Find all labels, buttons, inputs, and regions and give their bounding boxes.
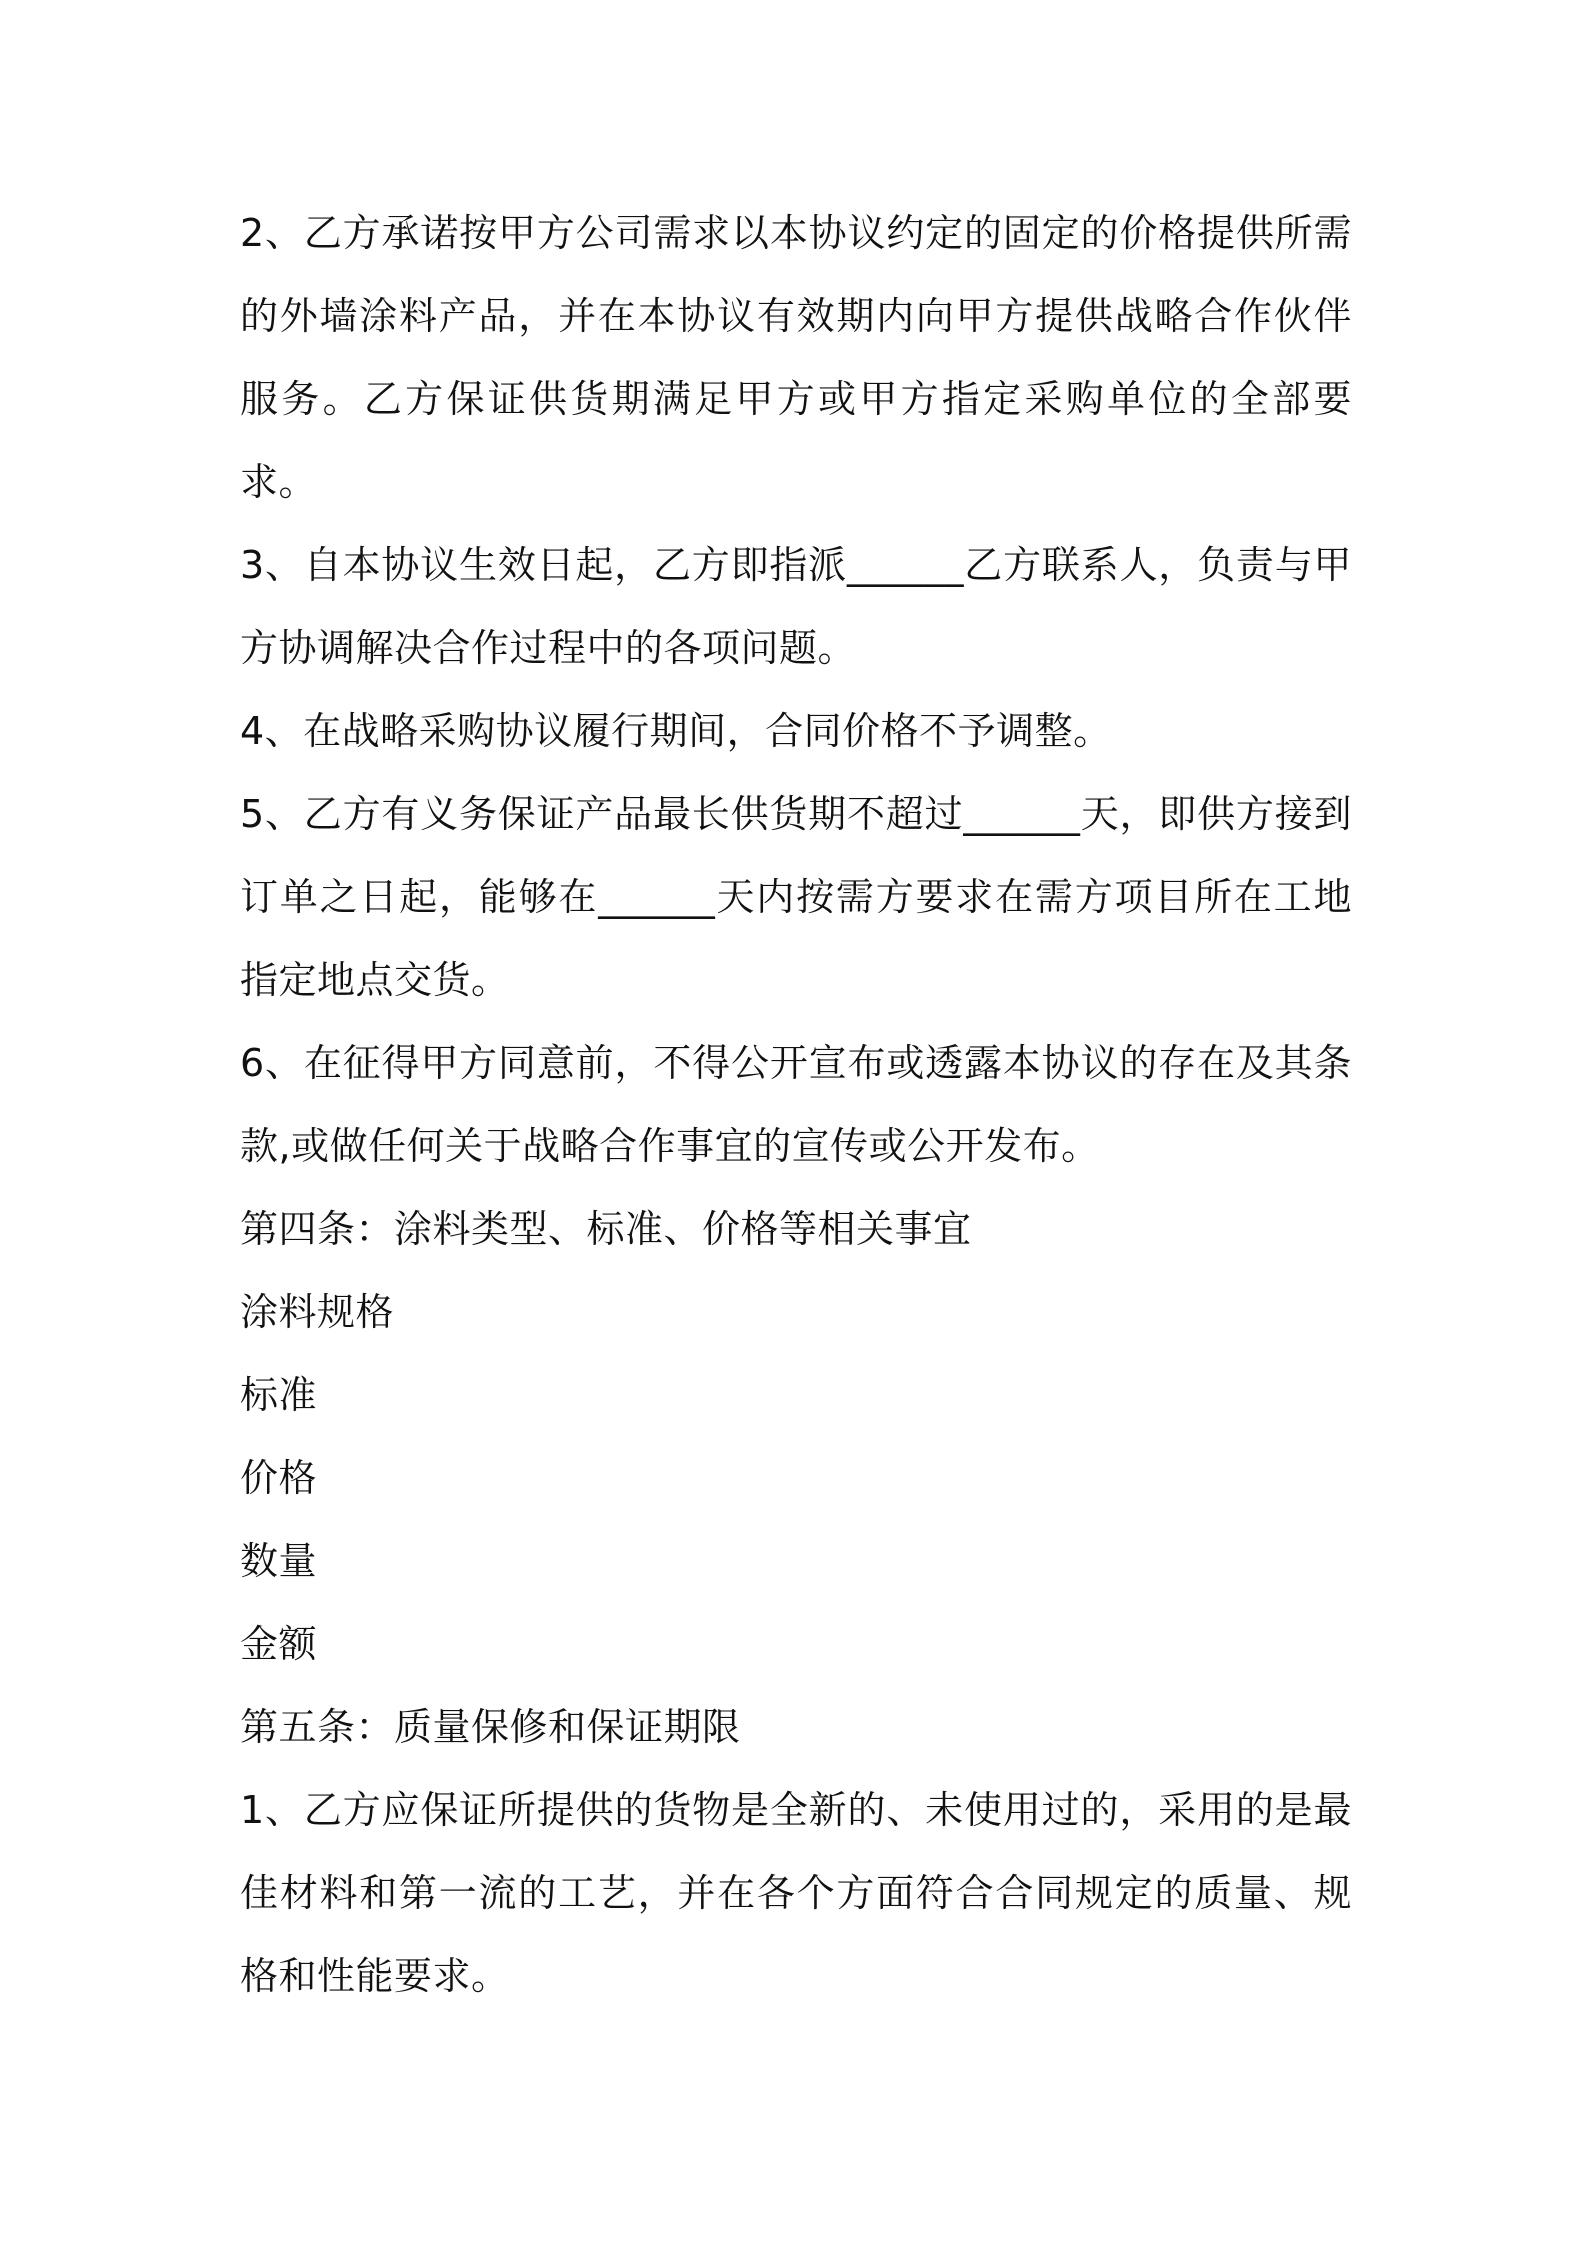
- clause-2-paragraph: 2、乙方承诺按甲方公司需求以本协议约定的固定的价格提供所需的外墙涂料产品，并在本协议有效期内向甲方提供战略合作伙伴服务。乙方保证供货期满足甲方或甲方指定采购单位的全部要求。: [240, 211, 1352, 504]
- article-5-clause-1-paragraph: 1、乙方应保证所提供的货物是全新的、未使用过的，采用的是最佳材料和第一流的工艺，并在各个方面符合合同规定的质量、规格和性能要求。: [240, 1788, 1352, 1998]
- clause-4-paragraph: 4、在战略采购协议履行期间，合同价格不予调整。: [240, 709, 1112, 753]
- clause-3-paragraph: 3、自本协议生效日起，乙方即指派______乙方联系人，负责与甲方协调解决合作过程中的各项问题。: [240, 543, 1352, 670]
- field-label-price: 价格: [240, 1456, 318, 1500]
- field-label-quantity: 数量: [240, 1539, 318, 1583]
- article-5-heading: 第五条：质量保修和保证期限: [240, 1705, 741, 1749]
- clause-5-paragraph: 5、乙方有义务保证产品最长供货期不超过______天，即供方接到订单之日起，能够在______天内按需方要求在需方项目所在工地指定地点交货。: [240, 792, 1352, 1002]
- document-body: [240, 192, 1352, 2018]
- field-label-spec: 涂料规格: [240, 1290, 395, 1334]
- field-label-amount: 金额: [240, 1622, 318, 1666]
- field-label-standard: 标准: [240, 1373, 318, 1417]
- article-4-heading: 第四条：涂料类型、标准、价格等相关事宜: [240, 1207, 972, 1251]
- clause-6-paragraph: 6、在征得甲方同意前，不得公开宣布或透露本协议的存在及其条款,或做任何关于战略合作事宜的宣传或公开发布。: [240, 1041, 1352, 1168]
